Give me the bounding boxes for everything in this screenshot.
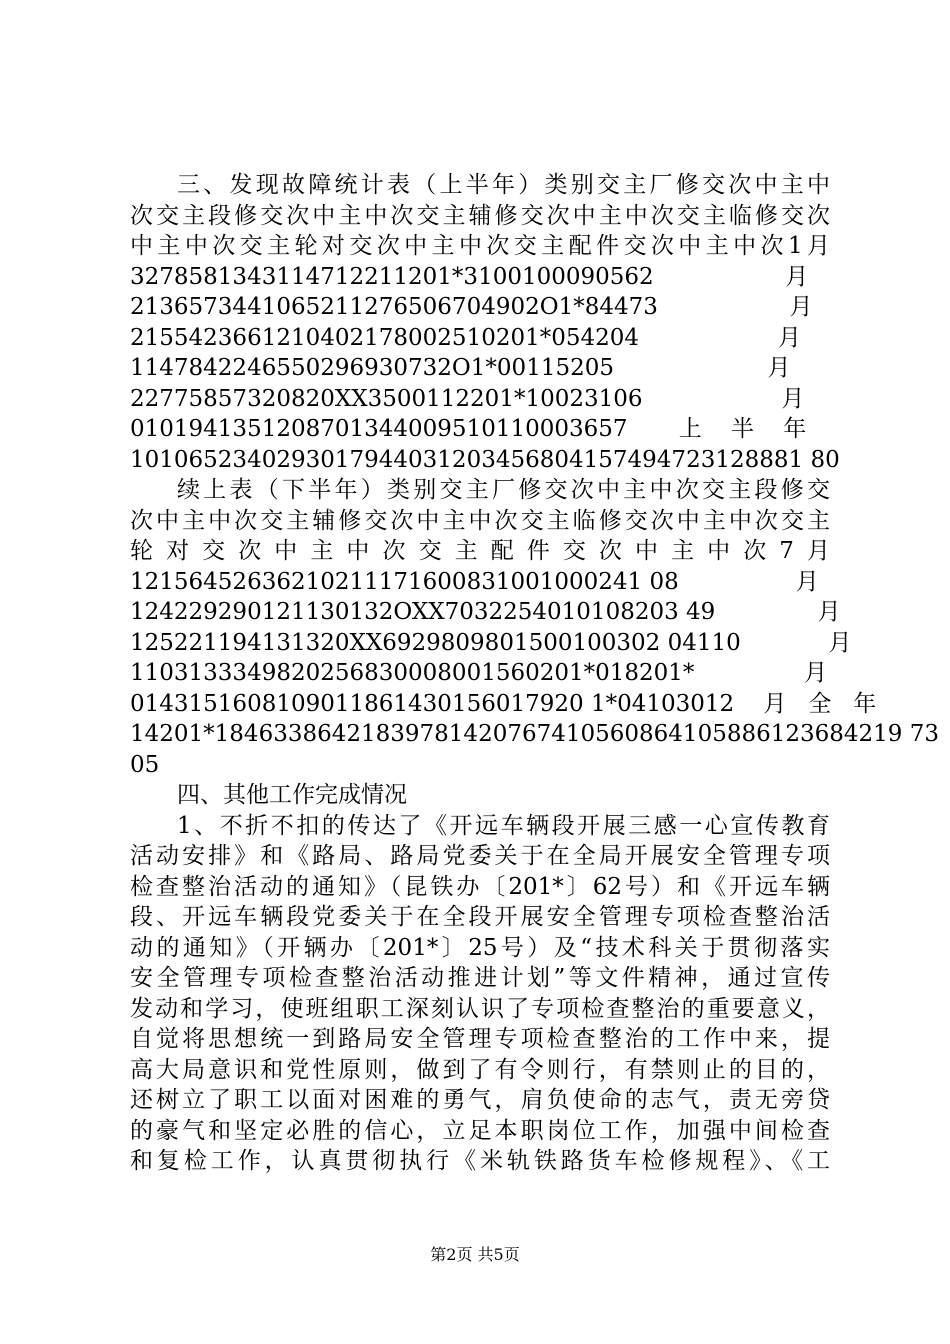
document-body [130,170,940,1177]
data-line: 3278581343114712211201*3100100090562 月 [130,263,809,290]
data-line: 1010652340293017944031203456804157494723128881 80 [130,446,840,473]
paragraph-line: 安全管理专项检查整治活动推进计划”等文件精神，通过宣传 [130,965,830,991]
paragraph-line: 检查整治活动的通知》（昆铁办〔201*〕62号）和《开远车辆 [130,873,830,900]
data-line: 1103133349820256830008001560201*018201* 月 [130,660,828,686]
continued-table-heading: 续上表（下半年）类别交主厂修交次中主中次交主段修交 [177,477,830,503]
data-line: 0101941351208701344009510110003657 上 半 年 [130,416,807,442]
data-line: 2136573441065211276506704902O1*84473 月 [130,294,813,320]
data-line: 2155423661210402178002510201*054204 月 [130,324,801,351]
paragraph-line: 和复检工作，认真贯彻执行《米轨铁路货车检修规程》、《工 [130,1148,830,1174]
data-line: 14201*18463386421839781420767410560864105886123684219 73 [130,721,940,747]
paragraph-line: 段、开远车辆段党委关于在全段开展安全管理专项检查整治活 [130,904,830,930]
paragraph-line: 的豪气和坚定必胜的信心，立足本职岗位工作，加强中间检查 [130,1117,830,1144]
text-line: 中主中次交主轮对交次中主中次交主配件交次中主中次1月 [130,233,830,259]
paragraph-line: 自觉将思想统一到路局安全管理专项检查整治的工作中来，提 [130,1026,830,1052]
text-line: 次交主段修交次中主中次交主辅修交次中主中次交主临修交次 [130,202,830,229]
paragraph-line: 活动安排》和《路局、路局党委关于在全局开展安全管理专项 [130,843,830,869]
paragraph-line: 高大局意识和党性原则，做到了有令则行，有禁则止的目的， [130,1056,830,1083]
text-line: 次中主中次交主辅修交次中主中次交主临修交次中主中次交主 [130,507,830,534]
data-line: 124229290121130132OXX7032254010108203 49 月 [130,599,841,625]
data-line: 22775857320820XX3500112201*10023106 月 [130,385,805,412]
data-line: 12156452636210211171600831001000241 08 月 [130,568,819,595]
data-line: 1147842246550296930732O1*00115205 月 [130,355,791,381]
paragraph-line: 动的通知》（开辆办〔201*〕25号）及“技术科关于贯彻落实 [130,934,830,961]
fault-stats-heading: 三、发现故障统计表（上半年）类别交主厂修交次中主中 [177,172,830,198]
data-line: 125221194131320XX6929809801500100302 04110 月 [130,629,852,656]
data-line: 0143151608109011861430156017920 1*04103012 月 全 年 [130,690,877,717]
text-line: 轮对交次中主中次交主配件交次中主中次7月 [130,538,830,564]
section-heading: 四、其他工作完成情况 [177,782,407,808]
paragraph-line: 还树立了职工以面对困难的勇气，肩负使命的志气，责无旁贷 [130,1087,830,1113]
data-line: 05 [130,751,160,778]
page-number-footer: 第2页 共5页 [430,1245,520,1264]
paragraph-line: 1、不折不扣的传达了《开远车辆段开展三感一心宣传教育 [177,812,830,839]
paragraph-line: 发动和学习，使班组职工深刻认识了专项检查整治的重要意义， [130,995,830,1022]
